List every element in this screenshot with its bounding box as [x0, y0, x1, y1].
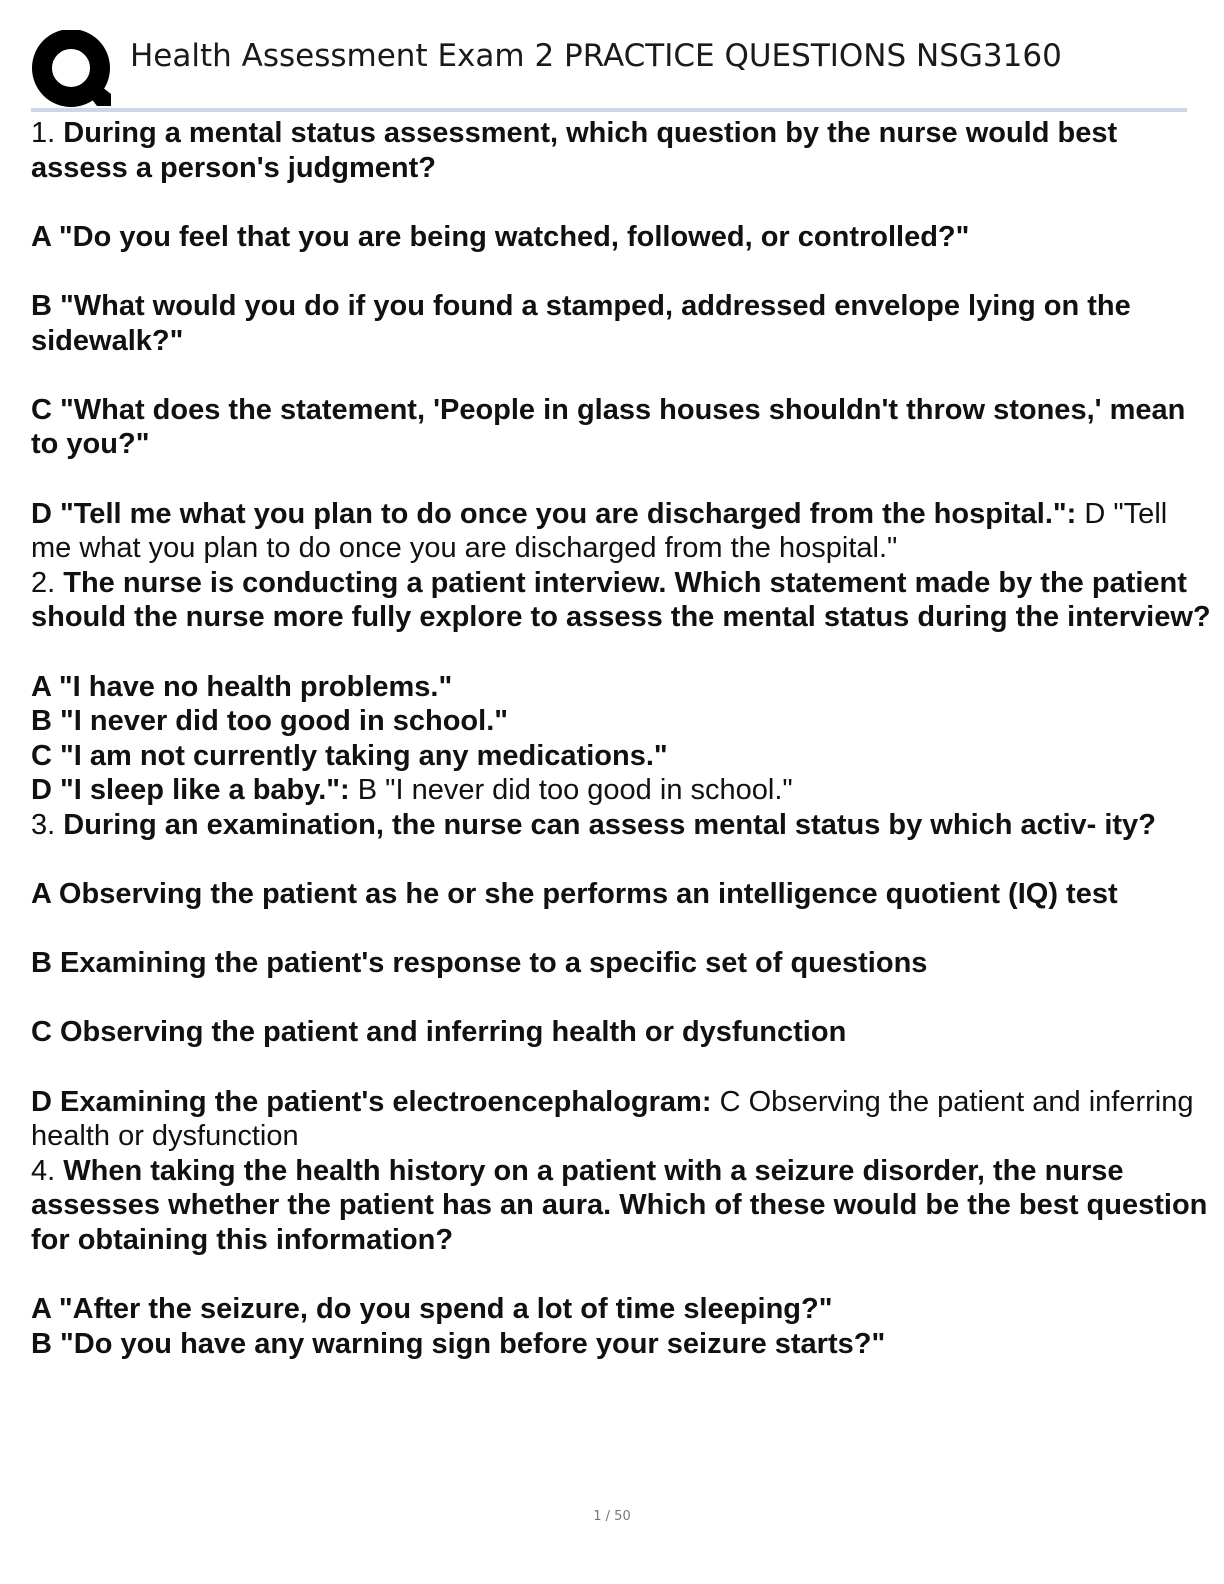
- question-2-option-c: C "I am not currently taking any medications.": [31, 739, 668, 772]
- question-4-stem: [31, 1154, 1211, 1258]
- option-d-text: D "I sleep like a baby.":: [31, 774, 350, 807]
- question-1-option-b: B "What would you do if you found a stamped, addressed envelope lying on the sidewalk?": [31, 289, 1131, 357]
- question-number: 2.: [31, 566, 56, 599]
- quizlet-q-logo-icon: [31, 30, 113, 108]
- answer-text: D "Tell me what you plan to do once you are discharged from the hospital.": [31, 497, 1168, 565]
- question-3-option-a: A Observing the patient as he or she performs an intelligence quotient (IQ) test: [31, 878, 1118, 911]
- question-3-stem: [31, 808, 1211, 843]
- question-text: During a mental status assessment, which question by the nurse would best assess a person's judgment?: [31, 117, 1118, 184]
- question-text: The nurse is conducting a patient interview. Which statement made by the patient should the nurse more fully explore to assess the mental status during the interview?: [31, 566, 1211, 634]
- answer-text: B "I never did too good in school.": [357, 774, 793, 807]
- question-2-option-d: [31, 773, 1211, 808]
- question-number: 4.: [31, 1154, 56, 1187]
- question-1-option-c: C "What does the statement, 'People in glass houses shouldn't throw stones,' mean to you?": [31, 393, 1186, 461]
- question-1-stem: [31, 116, 1211, 185]
- question-3-option-d: [31, 1085, 1211, 1154]
- header-divider: [31, 108, 1187, 112]
- question-3-option-c: C Observing the patient and inferring health or dysfunction: [31, 1016, 847, 1049]
- question-2-option-b: B "I never did too good in school.": [31, 705, 508, 738]
- question-text: During an examination, the nurse can assess mental status by which activ- ity?: [63, 808, 1156, 841]
- question-1-option-a: A "Do you feel that you are being watched, followed, or controlled?": [31, 220, 970, 253]
- page-number: 1 / 50: [593, 1509, 631, 1524]
- question-number: 3.: [31, 808, 56, 841]
- question-1-option-d: [31, 497, 1211, 566]
- question-number: 1.: [31, 117, 56, 149]
- document-header: [0, 0, 1224, 112]
- option-d-text: D Examining the patient's electroencephalogram:: [31, 1085, 712, 1118]
- question-2-option-a: A "I have no health problems.": [31, 670, 453, 703]
- question-2-stem: [31, 566, 1211, 635]
- question-4-option-b: B "Do you have any warning sign before your seizure starts?": [31, 1327, 886, 1360]
- question-4-option-a: A "After the seizure, do you spend a lot of time sleeping?": [31, 1293, 833, 1326]
- answer-text: C Observing the patient and inferring health or dysfunction: [31, 1085, 1194, 1153]
- document-title: Health Assessment Exam 2 PRACTICE QUESTIONS NSG3160: [130, 38, 1062, 74]
- option-d-text: D "Tell me what you plan to do once you are discharged from the hospital.":: [31, 497, 1077, 530]
- question-text: When taking the health history on a patient with a seizure disorder, the nurse assesses whether the patient has an aura. Which of these would be the best question for obtaining this information?: [31, 1154, 1208, 1256]
- question-list: [31, 116, 1211, 1361]
- question-3-option-b: B Examining the patient's response to a specific set of questions: [31, 947, 928, 980]
